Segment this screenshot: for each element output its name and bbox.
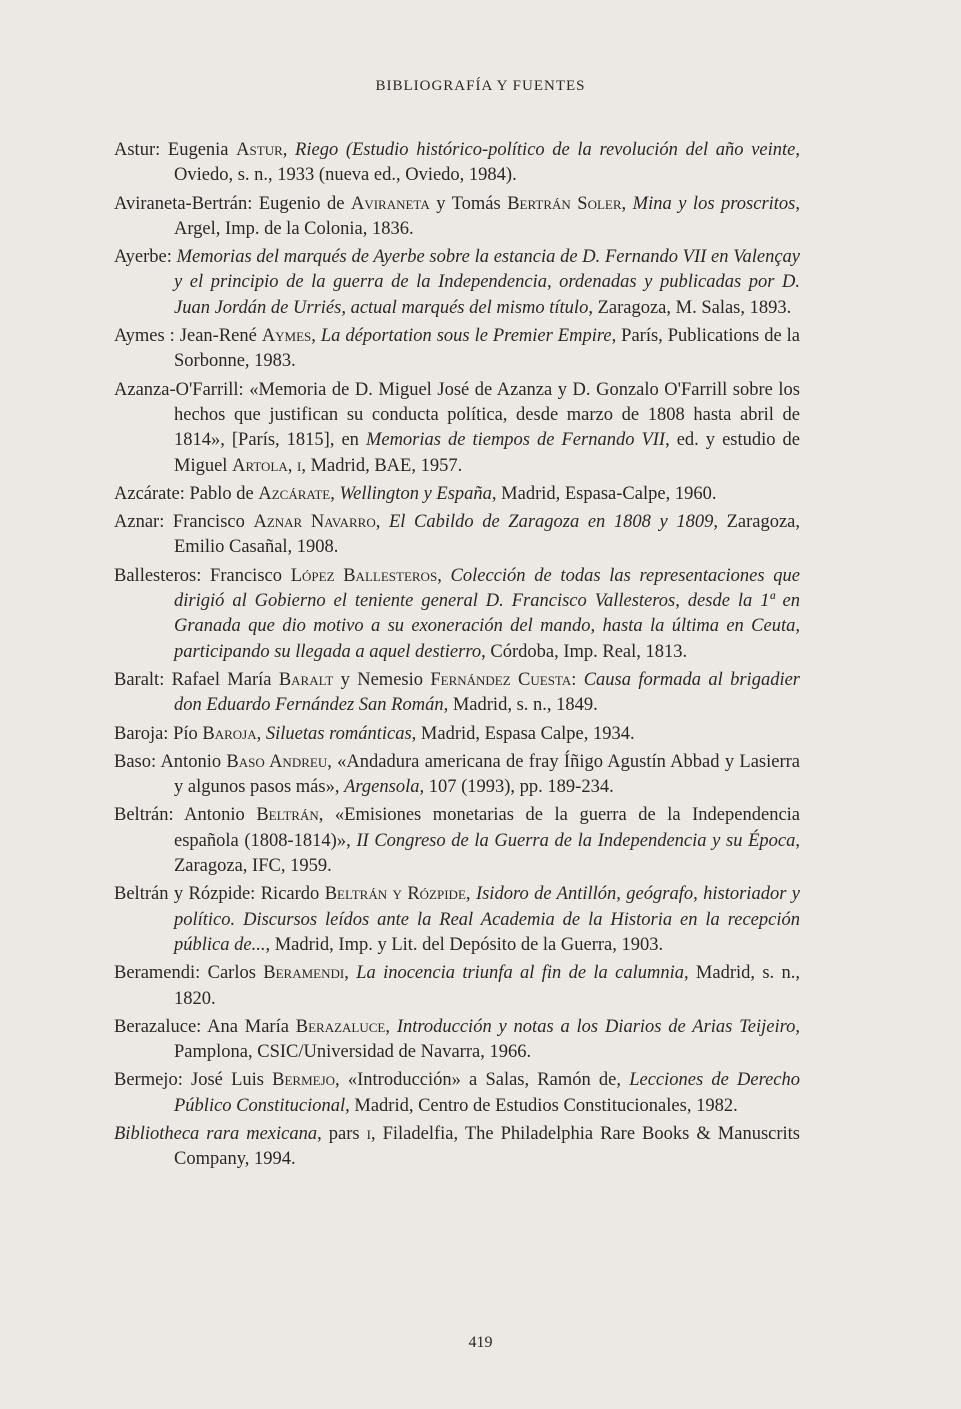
entry-author-smallcaps: Beltrán y Rózpide [324,884,466,905]
entry-text: , ed. y estudio de Miguel [174,430,800,476]
bibliography-entry [114,482,800,507]
bibliography-entry [114,961,800,1012]
entry-text: , [375,512,389,533]
entry-author-smallcaps: Artola [232,455,288,476]
entry-text: , Madrid, Centro de Estudios Constitucionales, 1982. [345,1095,738,1116]
entry-author-smallcaps: López Ballesteros [290,565,438,586]
entry-text: , «Introducción» a Salas, Ramón de, [335,1070,630,1091]
entry-text: Beltrán: Antonio [114,805,257,826]
entry-text: , [621,193,633,214]
entry-title-italic: Riego (Estudio histórico-político de la revolución del año veinte [295,140,796,160]
bibliography-list [114,138,800,1176]
entry-text: , «Emisiones monetarias de la guerra de la Independencia española (1808-1814)», [174,805,801,851]
entry-text: , Madrid, s. n., 1849. [443,695,598,716]
entry-author-smallcaps: Azcárate [258,483,331,504]
entry-text: Beramendi: Carlos [114,963,264,984]
bibliography-entry [114,138,800,189]
bibliography-entry [114,803,800,879]
entry-author-smallcaps: Beramendi [263,963,345,984]
entry-text: Bermejo: José Luis [114,1070,273,1091]
entry-text: , Zaragoza, Emilio Casañal, 1908. [174,512,801,558]
entry-text: Azcárate: Pablo de [114,483,259,504]
entry-title-italic: Lecciones de Derecho Público Constitucional [174,1070,801,1116]
entry-text: , Filadelfia, The Philadelphia Rare Books & Manuscrits Company, 1994. [174,1123,800,1170]
entry-author-smallcaps: Aznar Navarro [253,512,376,533]
bibliography-entry [114,245,800,321]
entry-title-italic: El Cabildo de Zaragoza en 1808 y 1809 [388,512,714,533]
entry-author-smallcaps: Aviraneta [350,193,430,214]
entry-text: : [571,669,584,690]
entry-title-italic: Wellington y España [339,483,492,504]
bibliography-entry [114,1015,800,1066]
running-header: BIBLIOGRAFÍA Y FUENTES [375,78,586,94]
entry-text: , Zaragoza, IFC, 1959. [174,830,800,877]
entry-author-smallcaps: Beltrán [256,805,319,826]
bibliography-entry [114,882,800,958]
bibliography-entry [114,1068,800,1119]
entry-text: , Madrid, s. n., 1820. [174,963,800,1009]
entry-title-italic: La inocencia triunfa al fin de la calumnia [356,963,684,984]
entry-text: , [282,140,296,160]
entry-author-smallcaps: Aymes [261,326,312,347]
entry-text: , Madrid, BAE, 1957. [301,455,463,476]
entry-author-smallcaps: i [366,1123,371,1144]
entry-title-italic: Memorias de tiempos de Fernando VII [365,430,666,451]
entry-text: , [465,884,476,905]
entry-text: Baso: Antonio [114,751,227,772]
entry-text: Aznar: Francisco [114,512,254,533]
page-number: 419 [468,1334,493,1351]
entry-author-smallcaps: Astur [236,140,283,160]
entry-text: , Oviedo, s. n., 1933 (nueva ed., Oviedo, 1984). [174,140,800,186]
entry-text: , [330,483,340,504]
entry-text: , «Andadura americana de fray Íñigo Agustín Abbad y Lasierra y algunos pasos más», [174,751,800,798]
entry-text: y Tomás [429,193,508,214]
entry-author-smallcaps: Berazaluce [295,1016,386,1037]
entry-text: Ballesteros: Francisco [114,565,291,586]
entry-text: Berazaluce: Ana María [114,1016,296,1037]
entry-text: y Nemesio [333,669,431,690]
entry-title-italic: II Congreso de la Guerra de la Independencia y su Época [356,830,796,851]
entry-author-smallcaps: i [297,455,302,476]
entry-text: Ayerbe: [114,247,177,268]
entry-title-italic: Colección de todas las representaciones que dirigió al Gobierno el teniente general D. Francisco Vallesteros, desde la 1ª en Granada que dio motivo a su exoneración del mando, hasta la última en Ceuta, participando su llegada a aquel destierro [174,565,800,662]
entry-text: Aymes : Jean-René [114,326,262,347]
entry-text: , Zaragoza, M. Salas, 1893. [588,297,792,318]
entry-author-smallcaps: Bermejo [272,1070,336,1091]
entry-text: , Pamplona, CSIC/Universidad de Navarra, 1966. [174,1016,800,1063]
entry-title-italic: Causa formada al brigadier don Eduardo Fernández San Román [174,669,800,716]
entry-title-italic: Argensola [344,777,420,798]
entry-text: Astur: Eugenia [114,140,237,160]
bibliography-entry [114,324,800,375]
entry-text: , [311,326,321,347]
entry-author-smallcaps: Baso Andreu [226,751,328,772]
bibliography-entry [114,564,800,665]
entry-text: Aviraneta-Bertrán: Eugenio de [114,193,351,214]
entry-author-smallcaps: Fernández Cuesta [430,669,572,690]
bibliography-entry [114,1122,800,1173]
entry-title-italic: Memorias del marqués de Ayerbe sobre la estancia de D. Fernando VII en Valençay y el principio de la guerra de la Independencia, ordenadas y publicadas por D. Juan Jordán de Urriés, actual marqués del mismo título [174,247,801,318]
entry-text: , París, Publications de la Sorbonne, 1983. [174,326,800,372]
bibliography-entry [114,510,800,561]
bibliography-entry [114,378,800,479]
entry-title-italic: Mina y los proscritos [632,193,796,214]
entry-text: Beltrán y Rózpide: Ricardo [114,884,325,905]
entry-title-italic: Isidoro de Antillón, geógrafo, historiador y político. Discursos leídos ante la Real Academia de la Historia en la recepción pública de... [174,884,801,955]
entry-text: , Madrid, Espasa-Calpe, 1960. [491,483,717,504]
entry-text: Baralt: Rafael María [114,669,279,690]
entry-text: , pars [317,1123,367,1144]
entry-text: Azanza-O'Farrill: «Memoria de D. Miguel José de Azanza y D. Gonzalo O'Farrill sobre los hechos que justifican su conducta política, desde marzo de 1808 hasta abril de 1814», [París, 1815], en [114,379,800,451]
entry-text: , Madrid, Espasa Calpe, 1934. [411,723,635,744]
entry-title-italic: Introducción y notas a los Diarios de Arias Teijeiro [396,1016,796,1037]
bibliography-entry [114,192,800,243]
entry-text: , [385,1016,397,1037]
entry-text: , Madrid, Imp. y Lit. del Depósito de la Guerra, 1903. [265,934,664,955]
entry-text: , [287,455,298,476]
bibliography-entry [114,722,800,747]
entry-text: , [344,963,357,984]
bibliography-entry [114,750,800,801]
bibliography-entry [114,668,800,719]
entry-text: , [437,565,451,586]
entry-author-smallcaps: Bertrán Soler [507,193,622,214]
entry-text: Baroja: Pío [114,723,203,744]
entry-title-italic: Siluetas románticas [265,723,412,744]
entry-text: , 107 (1993), pp. 189-234. [419,777,614,798]
entry-text: , [256,723,266,744]
entry-title-italic: Bibliotheca rara mexicana [114,1123,318,1144]
entry-title-italic: La déportation sous le Premier Empire [320,326,612,347]
entry-text: , Córdoba, Imp. Real, 1813. [481,641,688,662]
entry-author-smallcaps: Baroja [202,723,257,744]
entry-text: , Argel, Imp. de la Colonia, 1836. [174,193,800,239]
entry-author-smallcaps: Baralt [278,669,334,690]
